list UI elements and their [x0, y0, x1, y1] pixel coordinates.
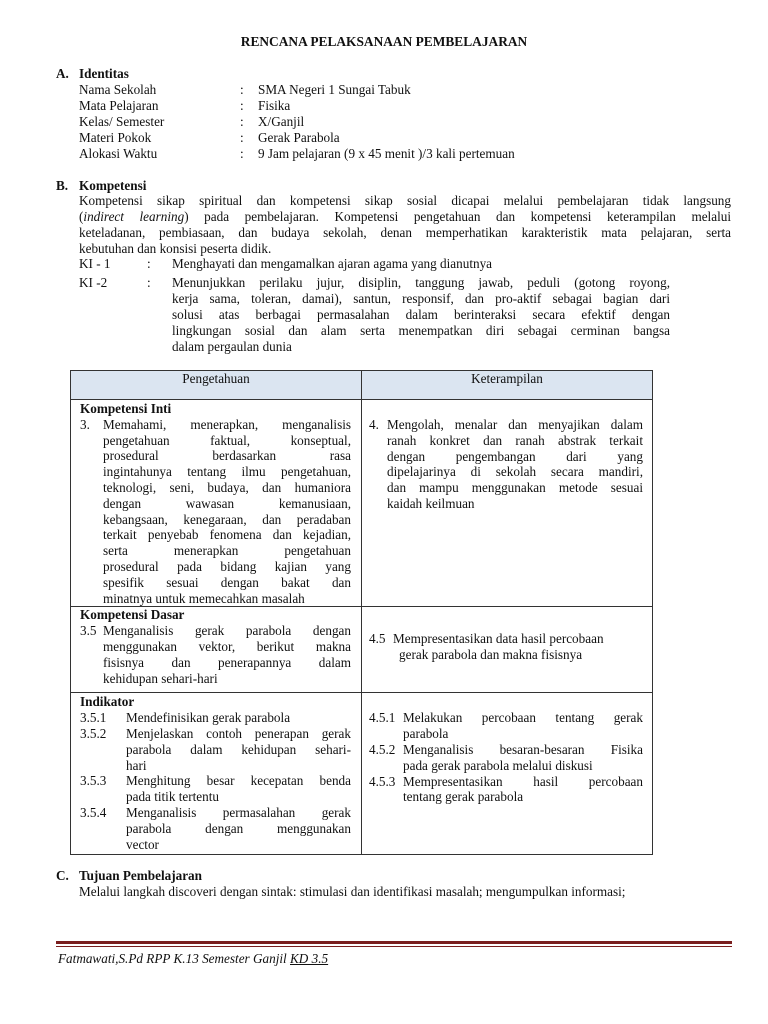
indikator-number: 4.5.2 [369, 741, 396, 757]
ki2-line: lingkungan sosial dan alam serta menempatkan diri sebagai cerminan bangsa [172, 323, 670, 338]
kd35-line: Menganalisis gerak parabola dengan [103, 623, 351, 639]
ki2-line: dalam pergaulan dunia [172, 339, 292, 354]
col-header-keterampilan: Keterampilan [362, 371, 653, 400]
ki3-line: ingintahunya tentang ilmu pengetahuan, [103, 464, 351, 480]
ki1-text: Menghayati dan mengamalkan ajaran agama yang dianutnya [172, 256, 493, 271]
footer [58, 951, 328, 967]
footer-rule-thin [56, 946, 732, 947]
indikator-line: parabola dengan menggunakan [126, 820, 351, 836]
ki3-line: terkait penyebab fenomena dan kejadian, [103, 527, 351, 543]
ki4-line: ranah konkret dan ranah abstrak terkait [387, 432, 643, 448]
ki3-line: teknologi, seni, budaya, dan humaniora [103, 479, 351, 495]
ki-pengetahuan-cell [71, 400, 362, 607]
indikator-number: 4.5.3 [369, 773, 396, 789]
indikator-line: pada gerak parabola melalui diskusi [403, 757, 593, 773]
identitas-value: SMA Negeri 1 Sungai Tabuk [258, 82, 411, 97]
section-b-heading: Kompetensi [79, 178, 147, 193]
indikator-line: Menganalisis besaran-besaran Fisika [403, 741, 643, 757]
indikator-line: Menghitung besar kecepatan benda [126, 773, 351, 789]
identitas-label: Alokasi Waktu [79, 146, 158, 161]
ki2-line: solusi atas berbagai permasalahan dalam berinteraksi secara efektif dengan [172, 307, 670, 322]
ki4-line: Mengolah, menalar dan menyajikan dalam [387, 417, 643, 432]
kompetensi-intro-line: Kompetensi sikap spiritual dan kompetensi sikap sosial dicapai melalui pembelajaran tidak langsung [79, 193, 731, 208]
indikator-number: 3.5.3 [80, 773, 107, 789]
section-c-heading: Tujuan Pembelajaran [79, 868, 202, 883]
ki3-line: Memahami, menerapkan, menganalisis [103, 416, 351, 432]
kd-keterampilan-cell [362, 607, 653, 693]
col-header-pengetahuan: Pengetahuan [71, 371, 362, 400]
ki4-line: dan mampu menggunakan metode sesuai [387, 480, 643, 496]
identitas-value: 9 Jam pelajaran (9 x 45 menit )/3 kali pertemuan [258, 146, 515, 161]
indikator-number: 3.5.2 [80, 725, 107, 741]
identitas-label: Kelas/ Semester [79, 114, 165, 129]
ki-keterampilan-cell [362, 400, 653, 607]
identitas-label: Mata Pelajaran [79, 98, 159, 113]
footer-kd: KD 3.5 [290, 951, 329, 966]
indikator-line: tentang gerak parabola [403, 789, 524, 805]
section-a-heading: Identitas [79, 66, 129, 81]
footer-rule [56, 941, 732, 944]
indikator-number: 4.5.1 [369, 710, 396, 726]
kd35-line: fisisnya dan penerapannya dalam [103, 654, 351, 670]
ki3-number: 3. [80, 416, 90, 432]
kd35-number: 3.5 [80, 623, 97, 639]
kd45-number: 4.5 [369, 631, 386, 647]
kd-title: Kompetensi Dasar [80, 607, 185, 623]
identitas-value: Fisika [258, 98, 291, 113]
ki2-line: kerja sama, toleran, damai), santun, responsif, dan pro-aktif sebagai bagian dari [172, 291, 670, 306]
indikator-line: vector [126, 836, 159, 852]
ki-title: Kompetensi Inti [80, 401, 172, 416]
tujuan-text: Melalui langkah discoveri dengan sintak: stimulasi dan identifikasi masalah; mengumpulkan informasi; [79, 884, 626, 899]
identitas-sep: : [240, 146, 244, 161]
indikator-line: Menganalisis permasalahan gerak [126, 804, 351, 820]
section-c-letter: C. [56, 868, 69, 883]
kompetensi-intro-line: keteladanan, pembiasaan, dan budaya sekolah, denan memperhatikan karakteristik mata pelajaran, serta [79, 225, 731, 240]
kompetensi-intro-line: (indirect learning) pada pembelajaran. Kompetensi pengetahuan dan kompetensi keterampilan melalui [79, 209, 731, 224]
ki3-line: minatnya untuk memecahkan masalah [103, 590, 305, 606]
ki2-line: Menunjukkan perilaku jujur, disiplin, tanggung jawab, peduli (gotong royong, [172, 275, 670, 290]
identitas-value: X/Ganjil [258, 114, 305, 129]
kd35-line: kehidupan sehari-hari [103, 670, 218, 686]
kd45-line: gerak parabola dan makna fisisnya [399, 647, 583, 663]
section-b-letter: B. [56, 178, 69, 193]
indikator-keterampilan-cell [362, 693, 653, 855]
ki3-line: prosedural berdasarkan rasa [103, 448, 351, 464]
ki3-line: spesifik sesuai dengan bakat dan [103, 574, 351, 590]
indikator-line: parabola [403, 726, 449, 742]
indirect-learning-term: indirect learning [83, 209, 185, 224]
identitas-sep: : [240, 130, 244, 145]
identitas-sep: : [240, 114, 244, 129]
indikator-title: Indikator [80, 694, 135, 710]
kd45-line: Mempresentasikan data hasil percobaan [393, 631, 604, 647]
ki4-line: dipelajarinya di sekolah secara mandiri, [387, 464, 643, 480]
indikator-number: 3.5.4 [80, 804, 107, 820]
indikator-number: 3.5.1 [80, 710, 107, 726]
ki4-line: dengan pengembangan dari yang [387, 448, 643, 464]
kd-pengetahuan-cell [71, 607, 362, 693]
indikator-line: Menjelaskan contoh penerapan gerak [126, 725, 351, 741]
indikator-line: Melakukan percobaan tentang gerak [403, 710, 643, 726]
footer-text: Fatmawati,S.Pd RPP K.13 Semester Ganjil [58, 951, 287, 966]
document-title: RENCANA PELAKSANAAN PEMBELAJARAN [240, 34, 528, 49]
indikator-line: hari [126, 757, 147, 773]
ki3-line: pengetahuan faktual, konseptual, [103, 432, 351, 448]
ki3-line: kebangsaan, kenegaraan, dan peradaban [103, 511, 351, 527]
indikator-line: Mendefinisikan gerak parabola [126, 710, 291, 726]
ki2-sep: : [147, 275, 151, 290]
ki3-line: dengan wawasan kemanusiaan, [103, 495, 351, 511]
identitas-label: Materi Pokok [79, 130, 152, 145]
identitas-label: Nama Sekolah [79, 82, 157, 97]
ki3-line: serta menerapkan pengetahuan [103, 543, 351, 559]
kompetensi-intro-line: kebutuhan dan konsisi peserta didik. [79, 241, 272, 256]
identitas-value: Gerak Parabola [258, 130, 340, 145]
ki2-label: KI -2 [79, 275, 108, 290]
competency-table [70, 370, 653, 855]
indikator-line: Mempresentasikan hasil percobaan [403, 773, 643, 789]
indikator-pengetahuan-cell [71, 693, 362, 855]
indikator-line: parabola dalam kehidupan sehari- [126, 741, 351, 757]
ki4-line: kaidah keilmuan [387, 495, 475, 511]
identitas-sep: : [240, 98, 244, 113]
ki1-label: KI - 1 [79, 256, 111, 271]
kd35-line: menggunakan vektor, berikut makna [103, 638, 351, 654]
identitas-sep: : [240, 82, 244, 97]
ki1-sep: : [147, 256, 151, 271]
section-a-letter: A. [56, 66, 69, 81]
ki4-number: 4. [369, 417, 379, 432]
ki3-line: prosedural pada bidang kajian yang [103, 558, 351, 574]
indikator-line: pada titik tertentu [126, 789, 220, 805]
